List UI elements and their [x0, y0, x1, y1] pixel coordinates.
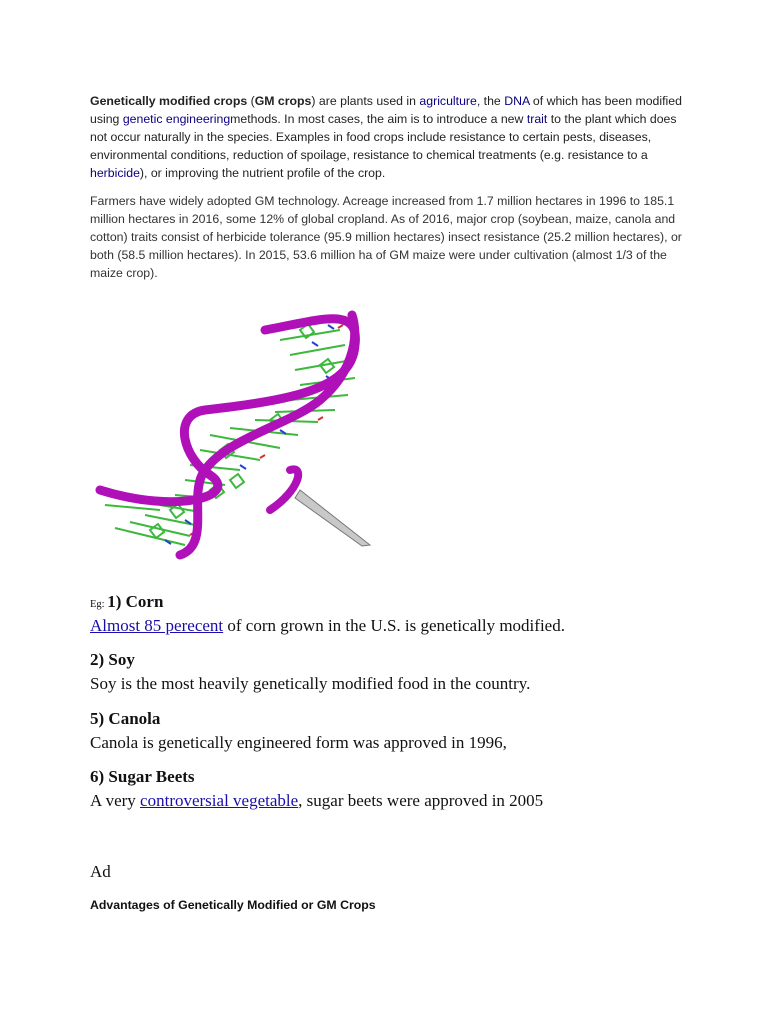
link-almost-85-percent[interactable]: Almost 85 perecent: [90, 616, 224, 635]
link-herbicide[interactable]: herbicide: [90, 166, 140, 180]
text-run: methods. In most cases, the aim is to introduce a new: [230, 112, 527, 126]
link-genetic-engineering[interactable]: genetic engineering: [122, 112, 231, 126]
example-sugar-beets-text: [90, 791, 543, 811]
example-soy-heading: 2) Soy: [90, 650, 135, 669]
heading-text: 1) Corn: [107, 592, 164, 611]
intro-paragraph: [90, 92, 682, 182]
adoption-paragraph: Farmers have widely adopted GM technology. Acreage increased from 1.7 million hectares in 1996 to 185.1 million hectares in 2016, some 12% of global cropland. As of 2016, major crop (soybean, maize, canola and cotton) traits consist of herbicide tolerance (95.9 million hectares) insect resistance (25.2 million hectares), or both (58.5 million hectares). In 2015, 53.6 million ha of GM maize were under cultivation (almost 1/3 of the maize crop).: [90, 194, 682, 280]
example-corn-text: [90, 616, 565, 636]
advantages-heading: Advantages of Genetically Modified or GM Crops: [90, 898, 376, 912]
dna-backbone-strand-3: [270, 469, 298, 510]
text-run: A very: [90, 791, 141, 810]
example-sugar-beets-heading: 6) Sugar Beets: [90, 767, 195, 786]
term-gm-abbrev: GM crops: [254, 94, 312, 108]
text-run: , the: [476, 94, 505, 108]
ad-label: Ad: [90, 862, 111, 881]
example-canola-heading: 5) Canola: [90, 709, 161, 728]
link-dna[interactable]: DNA: [504, 94, 530, 108]
term-gm-crops: Genetically modified crops: [90, 94, 248, 108]
link-agriculture[interactable]: agriculture: [419, 94, 477, 108]
text-run: ), or improving the nutrient profile of the crop.: [139, 166, 386, 180]
example-soy-text: Soy is the most heavily genetically modified food in the country.: [90, 674, 531, 693]
text-run: ) are plants used in: [311, 94, 420, 108]
text-run: , sugar beets were approved in 2005: [298, 791, 544, 810]
eg-prefix: Eg:: [90, 599, 108, 610]
link-trait[interactable]: trait: [526, 112, 548, 126]
example-corn-heading: [90, 592, 163, 612]
scissors-blade: [295, 490, 370, 546]
text-run: (: [247, 94, 255, 108]
link-controversial-vegetable[interactable]: controversial vegetable: [140, 791, 299, 810]
text-run: of corn grown in the U.S. is genetically modified.: [223, 616, 565, 635]
text-run: to the plant which does not occur naturally in the species. Examples in food crops include resistance to certain pests, diseases, environmental conditions, reduction of spoilage, resistance to chemical treatments (e.g. resistance to a: [90, 112, 677, 162]
dna-helix-image: [90, 300, 390, 560]
text-run: of which has been modified using: [90, 94, 682, 126]
example-canola-text: Canola is genetically engineered form was approved in 1996,: [90, 733, 507, 752]
